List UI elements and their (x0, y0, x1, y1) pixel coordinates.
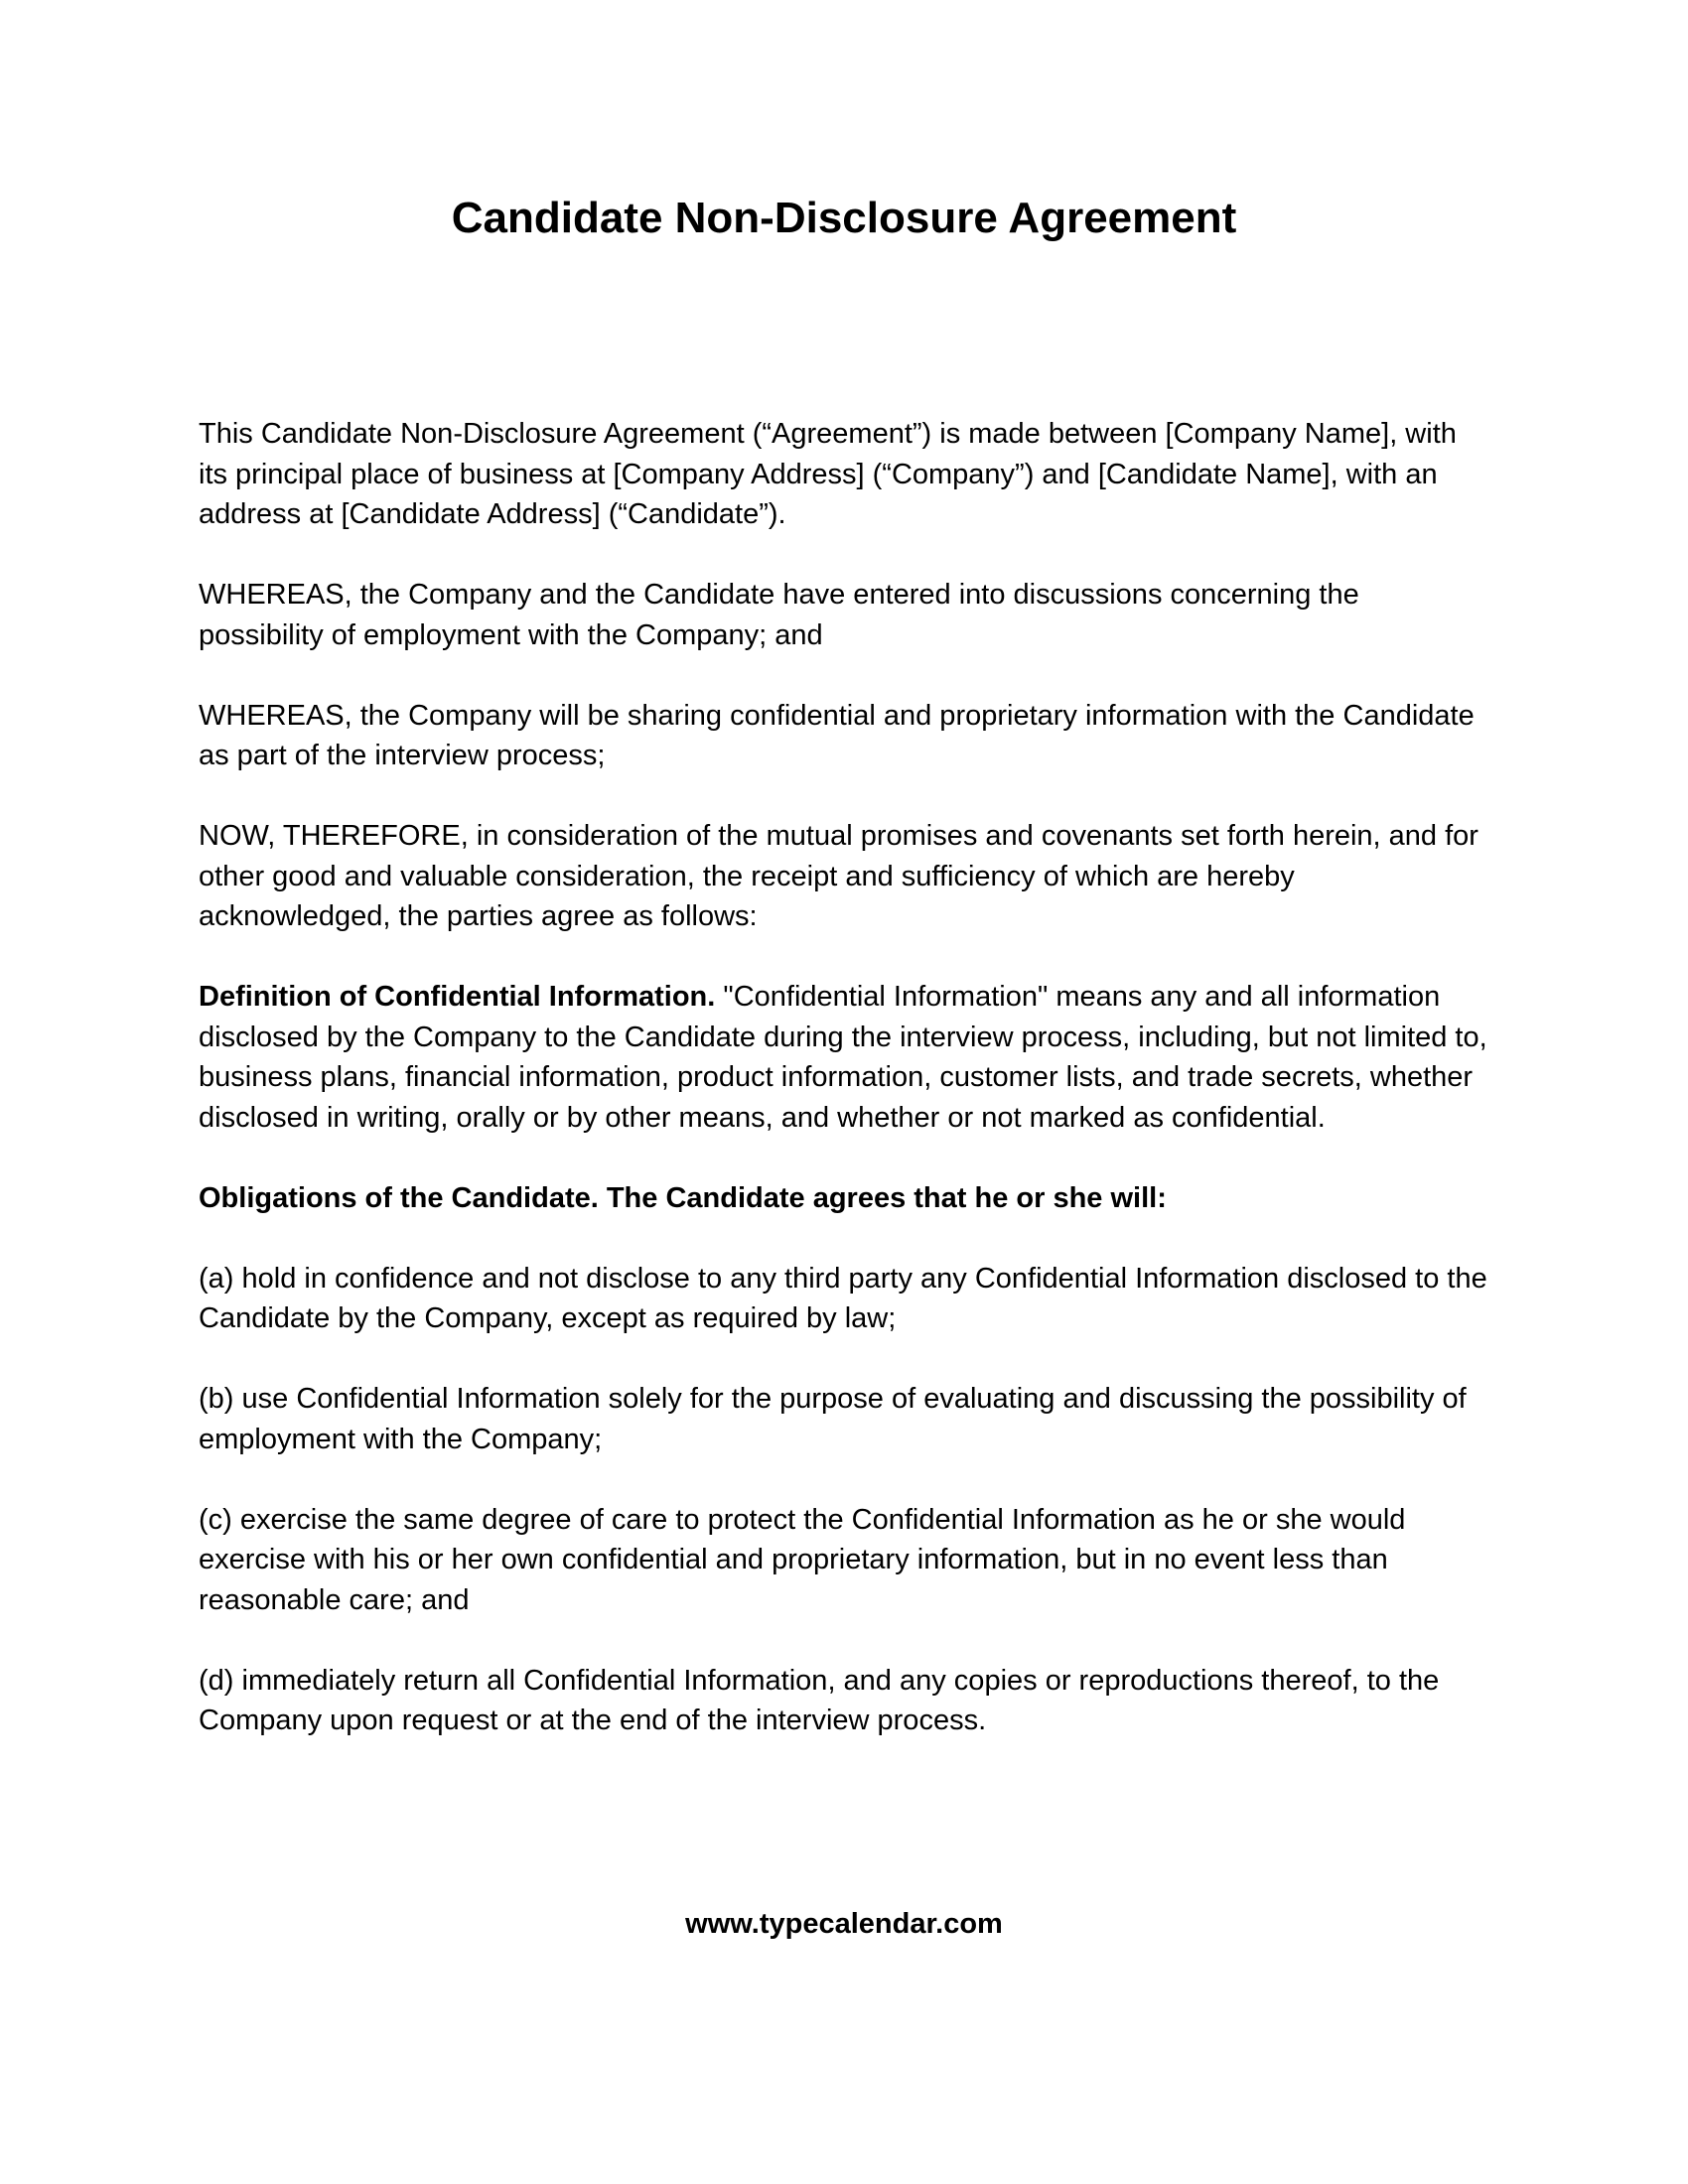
obligation-item-d: (d) immediately return all Confidential Information, and any copies or reproductions thereof, to the Company upon request or at the end of the interview process. (199, 1664, 1440, 1736)
obligation-item-c: (c) exercise the same degree of care to protect the Confidential Information as he or she would exercise with his or her own confidential and proprietary information, but in no event less than reasonable care; and (199, 1503, 1406, 1616)
obligation-item-a: (a) hold in confidence and not disclose to any third party any Confidential Information disclosed to the Candidate by the Company, except as required by law; (199, 1262, 1487, 1334)
document-title: Candidate Non-Disclosure Agreement (451, 194, 1237, 242)
definition-text: "Confidential Information" means any and all information disclosed by the Company to the Candidate during the interview process, including, but not limited to, business plans, financial information, product information, customer lists, and trade secrets, whether disclosed in writing, orally or by other means, and whether or not marked as confidential. (199, 981, 1487, 1134)
definition-paragraph (199, 977, 1489, 1138)
obligation-item-b: (b) use Confidential Information solely for the purpose of evaluating and discussing the possibility of employment with the Company; (199, 1383, 1467, 1455)
document-body (199, 414, 1489, 1781)
obligations-heading: Obligations of the Candidate. The Candidate agrees that he or she will: (199, 1181, 1167, 1214)
intro-paragraph: This Candidate Non-Disclosure Agreement (“Agreement”) is made between [Company Name], with its principal place of business at [Company Address] (“Company”) and [Candidate Name], with an address at [Candidate Address] (“Candidate”). (199, 418, 1457, 530)
now-therefore-paragraph: NOW, THEREFORE, in consideration of the mutual promises and covenants set forth herein, and for other good and valuable consideration, the receipt and sufficiency of which are hereby acknowledged, the parties agree as follows: (199, 820, 1478, 932)
footer-website: www.typecalendar.com (685, 1908, 1003, 1940)
whereas-paragraph-1: WHEREAS, the Company and the Candidate have entered into discussions concerning the possibility of employment with the Company; and (199, 579, 1359, 651)
definition-heading: Definition of Confidential Information. (199, 981, 716, 1013)
whereas-paragraph-2: WHEREAS, the Company will be sharing confidential and proprietary information with the Candidate as part of the interview process; (199, 699, 1475, 771)
